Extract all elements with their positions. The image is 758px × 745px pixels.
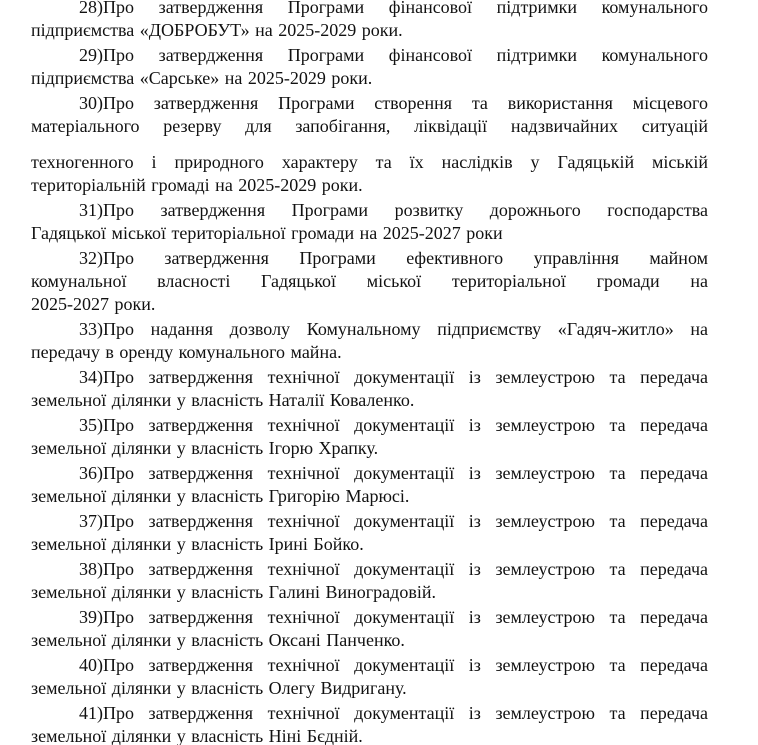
agenda-item [31, 247, 708, 316]
agenda-item-line [31, 725, 708, 745]
agenda-item-line [31, 581, 708, 604]
agenda-item-number: 41) [79, 703, 103, 723]
agenda-item-first-line [31, 0, 708, 19]
agenda-item-text: підприємства «Сарське» на 2025-2029 роки. [31, 68, 373, 88]
agenda-item-text: Про затвердження Програми фінансової підтримки комунального [103, 0, 708, 17]
agenda-item-line [31, 389, 708, 412]
agenda-item-first-line [31, 44, 708, 67]
agenda-item-line [31, 485, 708, 508]
agenda-item [31, 558, 708, 604]
agenda-item-text: Про затвердження технічної документації із землеустрою та передача [103, 415, 708, 435]
agenda-item [31, 318, 708, 364]
agenda-item-first-line [31, 318, 708, 341]
agenda-item-first-line [31, 606, 708, 629]
agenda-item-line [31, 341, 708, 364]
agenda-list [31, 0, 708, 745]
agenda-item-number: 37) [79, 511, 103, 531]
agenda-item-first-line [31, 462, 708, 485]
agenda-item-text: матеріального резерву для запобігання, ліквідації надзвичайних ситуацій [31, 116, 708, 136]
agenda-item-text: комунальної власності Гадяцької міської територіальної громади на [31, 271, 708, 291]
agenda-item-first-line [31, 414, 708, 437]
agenda-item-number: 38) [79, 559, 103, 579]
agenda-item-first-line [31, 558, 708, 581]
agenda-item-line [31, 437, 708, 460]
agenda-item-line [31, 293, 708, 316]
agenda-item-number: 40) [79, 655, 103, 675]
agenda-item-text: Про надання дозволу Комунальному підприємству «Гадяч-житло» на [103, 319, 708, 339]
agenda-item [31, 92, 708, 197]
agenda-item [31, 44, 708, 90]
agenda-item-number: 29) [79, 45, 103, 65]
agenda-item-text: Про затвердження технічної документації із землеустрою та передача [103, 607, 708, 627]
agenda-item-text: Гадяцької міської територіальної громади на 2025-2027 роки [31, 223, 503, 243]
agenda-item-text: земельної ділянки у власність Олегу Видригану. [31, 678, 407, 698]
agenda-item-text: земельної ділянки у власність Григорію Марюсі. [31, 486, 410, 506]
agenda-item-line [31, 677, 708, 700]
agenda-item-number: 36) [79, 463, 103, 483]
agenda-item-text: Про затвердження технічної документації із землеустрою та передача [103, 367, 708, 387]
agenda-item-text: Про затвердження технічної документації із землеустрою та передача [103, 703, 708, 723]
agenda-item-number: 39) [79, 607, 103, 627]
agenda-item [31, 606, 708, 652]
agenda-item [31, 414, 708, 460]
agenda-item [31, 510, 708, 556]
agenda-item-text: земельної ділянки у власність Ігорю Храпку. [31, 438, 379, 458]
agenda-item-text: техногенного і природного характеру та їх наслідків у Гадяцькій міській [31, 152, 708, 172]
agenda-item-text: Про затвердження Програми ефективного управління майном [103, 248, 708, 268]
agenda-item-line [31, 533, 708, 556]
agenda-item-first-line [31, 199, 708, 222]
agenda-item-text: Про затвердження технічної документації із землеустрою та передача [103, 511, 708, 531]
agenda-item-line [31, 115, 708, 138]
agenda-item-first-line [31, 702, 708, 725]
agenda-item-line [31, 270, 708, 293]
agenda-item-number: 35) [79, 415, 103, 435]
agenda-item-text: Про затвердження Програми розвитку дорожнього господарства [103, 200, 708, 220]
agenda-item-text: 2025-2027 роки. [31, 294, 156, 314]
agenda-item-first-line [31, 92, 708, 115]
agenda-item-number: 28) [79, 0, 103, 17]
agenda-item-text: земельної ділянки у власність Оксані Панченко. [31, 630, 405, 650]
agenda-item-text: Про затвердження технічної документації із землеустрою та передача [103, 655, 708, 675]
agenda-item-line [31, 19, 708, 42]
agenda-item [31, 462, 708, 508]
agenda-item-number: 33) [79, 319, 103, 339]
agenda-item-text: територіальній громаді на 2025-2029 роки. [31, 175, 363, 195]
agenda-item-first-line [31, 247, 708, 270]
agenda-item-text: земельної ділянки у власність Галині Виноградовій. [31, 582, 436, 602]
agenda-item-number: 34) [79, 367, 103, 387]
agenda-item-text: земельної ділянки у власність Наталії Коваленко. [31, 390, 415, 410]
agenda-item [31, 366, 708, 412]
agenda-item-line [31, 629, 708, 652]
agenda-item-line [31, 151, 708, 174]
agenda-item-line [31, 67, 708, 90]
agenda-item-number: 30) [79, 93, 103, 113]
agenda-item-first-line [31, 366, 708, 389]
agenda-item-text: Про затвердження технічної документації із землеустрою та передача [103, 559, 708, 579]
agenda-item [31, 654, 708, 700]
agenda-item-first-line [31, 510, 708, 533]
agenda-item-text: земельної ділянки у власність Ніні Бєдній. [31, 726, 363, 745]
agenda-item [31, 702, 708, 745]
agenda-item-line [31, 222, 708, 245]
agenda-item-text: земельної ділянки у власність Ірині Бойко. [31, 534, 364, 554]
agenda-item-text: Про затвердження Програми створення та використання місцевого [103, 93, 708, 113]
agenda-item-text: Про затвердження Програми фінансової підтримки комунального [103, 45, 708, 65]
agenda-item-number: 32) [79, 248, 103, 268]
agenda-item-text: Про затвердження технічної документації із землеустрою та передача [103, 463, 708, 483]
agenda-item [31, 0, 708, 42]
agenda-item-text: підприємства «ДОБРОБУТ» на 2025-2029 роки. [31, 20, 403, 40]
agenda-item-line [31, 174, 708, 197]
line-gap [31, 138, 708, 151]
agenda-item-number: 31) [79, 200, 103, 220]
agenda-item-first-line [31, 654, 708, 677]
agenda-item [31, 199, 708, 245]
agenda-item-text: передачу в оренду комунального майна. [31, 342, 342, 362]
